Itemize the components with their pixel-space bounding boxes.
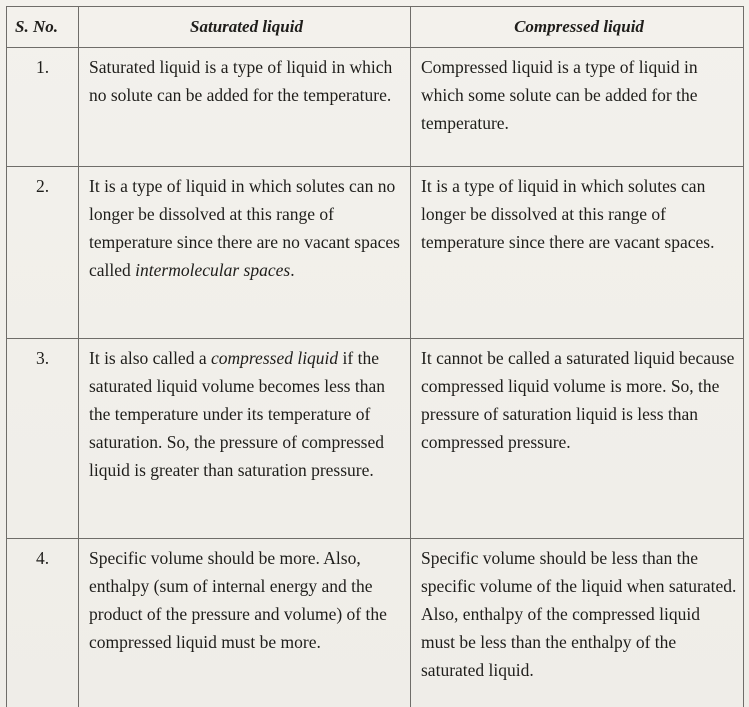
compressed-cell: It is a type of liquid in which solutes can longer be dissolved at this range of temperature since there are vacant spaces. [411,167,744,339]
table-row [7,339,744,539]
row-number: 3. [7,339,79,539]
compressed-cell: Compressed liquid is a type of liquid in which some solute can be added for the temperature. [411,48,744,167]
cell-text: . [290,260,295,280]
row-number: 4. [7,539,79,707]
italic-term: intermolecular spaces [135,260,291,280]
table-header-row [7,7,744,48]
cell-text: It is a type of liquid in which solutes can no longer be dissolved at this range of temperature since there are no vacant spaces called [89,176,400,280]
compressed-cell: It cannot be called a saturated liquid because compressed liquid volume is more. So, the pressure of saturation liquid is less than compressed pressure. [411,339,744,539]
row-number: 2. [7,167,79,339]
table-row [7,167,744,339]
saturated-cell: Saturated liquid is a type of liquid in which no solute can be added for the temperature. [79,48,411,167]
header-saturated-liquid: Saturated liquid [79,7,411,48]
header-serial-number: S. No. [7,7,79,48]
table-row [7,539,744,707]
row-number: 1. [7,48,79,167]
saturated-cell: Specific volume should be more. Also, enthalpy (sum of internal energy and the product of the pressure and volume) of the compressed liquid must be more. [79,539,411,707]
header-compressed-liquid: Compressed liquid [411,7,744,48]
cell-text: It is also called a [89,348,211,368]
compressed-cell: Specific volume should be less than the specific volume of the liquid when saturated. Also, enthalpy of the compressed liquid must be less than the enthalpy of the saturated liquid. [411,539,744,707]
saturated-cell [79,339,411,539]
table-row [7,48,744,167]
italic-term: compressed liquid [210,348,339,368]
comparison-table [6,6,744,707]
cell-text: if the saturated liquid volume becomes less than the temperature under its temperature of saturation. So, the pressure of compressed liquid is greater than saturation pressure. [89,348,385,480]
saturated-cell [79,167,411,339]
